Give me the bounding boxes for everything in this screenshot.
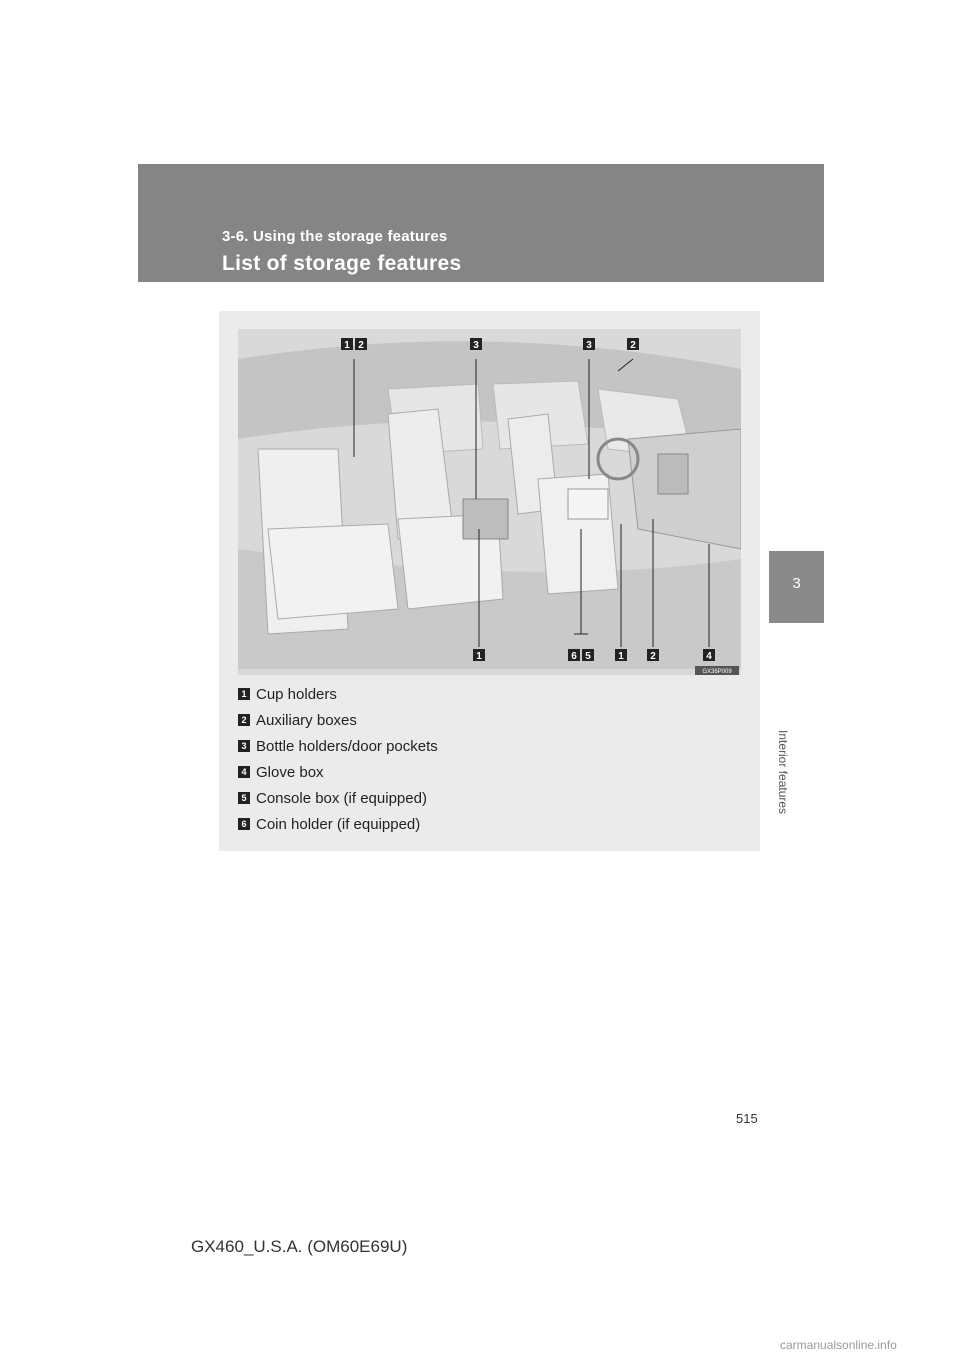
figure-code: GX36P009 bbox=[702, 669, 732, 675]
legend-number: 3 bbox=[238, 740, 250, 752]
legend-item bbox=[238, 811, 738, 837]
marker-bottom-1b: 1 bbox=[618, 651, 624, 662]
page-title: List of storage features bbox=[222, 252, 462, 275]
marker-top-2b: 2 bbox=[630, 340, 636, 351]
legend-list bbox=[238, 681, 738, 837]
legend-number: 2 bbox=[238, 714, 250, 726]
storage-info-box bbox=[219, 311, 760, 851]
chapter-tab[interactable] bbox=[769, 551, 824, 623]
vehicle-interior-figure bbox=[238, 329, 741, 675]
page-number: 515 bbox=[736, 1111, 758, 1126]
marker-bottom-4: 4 bbox=[706, 651, 712, 662]
watermark: carmanualsonline.info bbox=[780, 1338, 897, 1352]
legend-item bbox=[238, 785, 738, 811]
legend-number: 4 bbox=[238, 766, 250, 778]
marker-bottom-5: 5 bbox=[585, 651, 591, 662]
marker-bottom-2: 2 bbox=[650, 651, 656, 662]
chapter-number: 3 bbox=[792, 575, 801, 592]
legend-label: Glove box bbox=[256, 763, 324, 781]
legend-item bbox=[238, 759, 738, 785]
legend-label: Coin holder (if equipped) bbox=[256, 815, 421, 833]
legend-number: 6 bbox=[238, 818, 250, 830]
legend-label: Cup holders bbox=[256, 685, 337, 703]
legend-item bbox=[238, 733, 738, 759]
marker-top-2: 2 bbox=[358, 340, 364, 351]
marker-bottom-6: 6 bbox=[571, 651, 577, 662]
legend-item bbox=[238, 707, 738, 733]
header-band bbox=[138, 164, 824, 282]
legend-number: 1 bbox=[238, 688, 250, 700]
interior-illustration bbox=[238, 329, 741, 675]
legend-item bbox=[238, 681, 738, 707]
marker-top-3b: 3 bbox=[586, 340, 592, 351]
legend-label: Auxiliary boxes bbox=[256, 711, 357, 729]
document-code: GX460_U.S.A. (OM60E69U) bbox=[191, 1237, 408, 1256]
marker-bottom-1a: 1 bbox=[476, 651, 482, 662]
legend-label: Bottle holders/door pockets bbox=[256, 737, 438, 755]
legend-number: 5 bbox=[238, 792, 250, 804]
section-label: 3-6. Using the storage features bbox=[222, 228, 448, 245]
chapter-side-label: Interior features bbox=[776, 730, 790, 815]
marker-top-1: 1 bbox=[344, 340, 350, 351]
legend-label: Console box (if equipped) bbox=[256, 789, 427, 807]
marker-top-3a: 3 bbox=[473, 340, 479, 351]
